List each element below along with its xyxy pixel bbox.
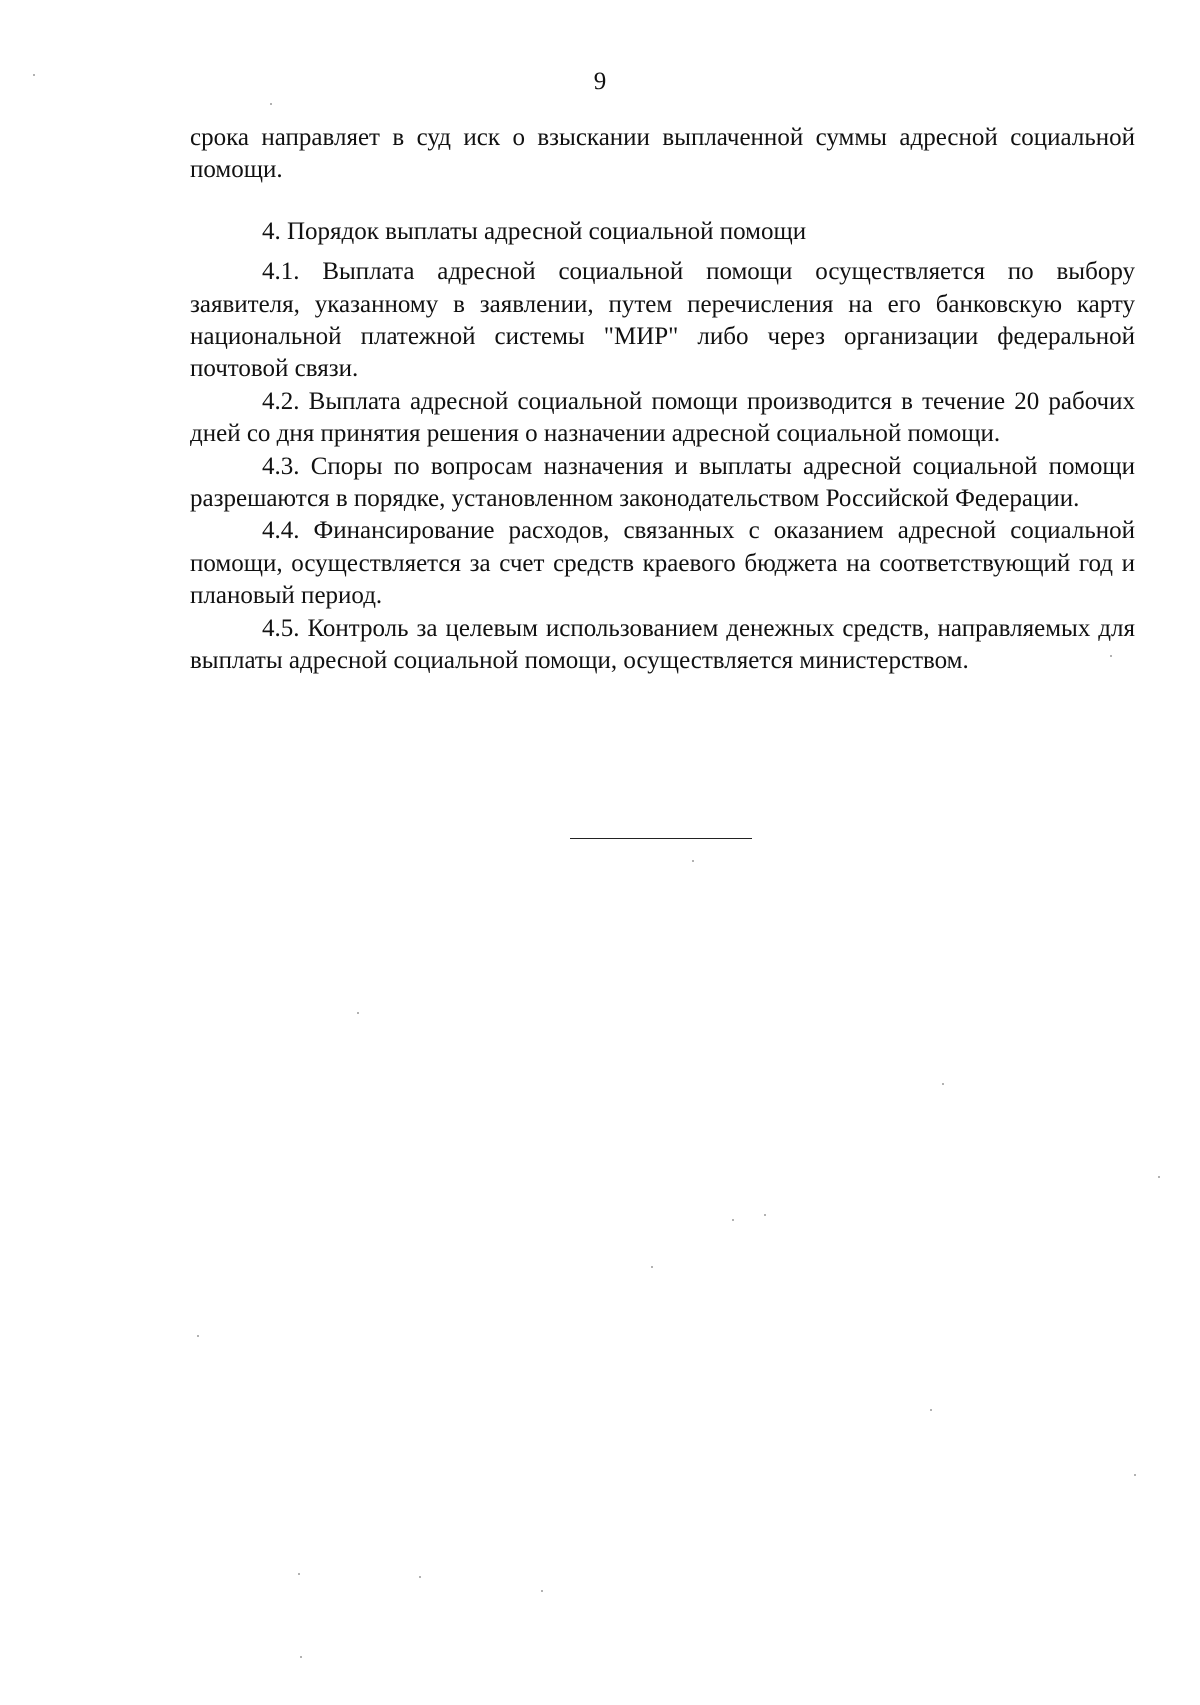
paragraph-4-4: 4.4. Финансирование расходов, связанных с оказанием адресной социальной помощи, осуществляется за счет средств краевого бюджета на соответствующий год и плановый период. (190, 517, 1135, 610)
scan-speck (764, 1214, 766, 1216)
scan-speck (1134, 1474, 1136, 1476)
scan-speck (270, 103, 272, 105)
paragraph-4-5: 4.5. Контроль за целевым использованием денежных средств, направляемых для выплаты адресной социальной помощи, осуществляется министерством. (190, 614, 1135, 675)
section-heading: 4. Порядок выплаты адресной социальной помощи (262, 217, 807, 245)
document-body (190, 122, 1135, 678)
paragraph-4-2: 4.2. Выплата адресной социальной помощи производится в течение 20 рабочих дней со дня принятия решения о назначении адресной социальной помощи. (190, 387, 1135, 448)
scan-speck (930, 1409, 932, 1411)
end-of-document-rule (570, 838, 752, 839)
page-number: 9 (593, 68, 607, 95)
paragraph-continuation: срока направляет в суд иск о взыскании выплаченной суммы адресной социальной помощи. (190, 124, 1135, 184)
scan-speck (1110, 655, 1112, 657)
scan-speck (1158, 1176, 1160, 1178)
scan-speck (300, 1656, 302, 1658)
scan-speck (33, 74, 35, 76)
scan-speck (419, 1576, 421, 1578)
scan-speck (692, 860, 694, 862)
scan-speck (732, 1219, 734, 1221)
scan-speck (298, 1573, 300, 1575)
scan-speck (197, 1335, 199, 1337)
scan-speck (357, 1012, 359, 1014)
paragraph-4-3: 4.3. Споры по вопросам назначения и выплаты адресной социальной помощи разрешаются в порядке, установленном законодательством Российской Федерации. (190, 452, 1135, 513)
scan-speck (541, 1590, 543, 1592)
scan-speck (942, 1083, 944, 1085)
paragraph-4-1: 4.1. Выплата адресной социальной помощи осуществляется по выбору заявителя, указанному в заявлении, путем перечисления на его банковскую карту национальной платежной системы "МИР" либо через организации федеральной почтовой связи. (190, 258, 1135, 383)
scan-speck (651, 1266, 653, 1268)
